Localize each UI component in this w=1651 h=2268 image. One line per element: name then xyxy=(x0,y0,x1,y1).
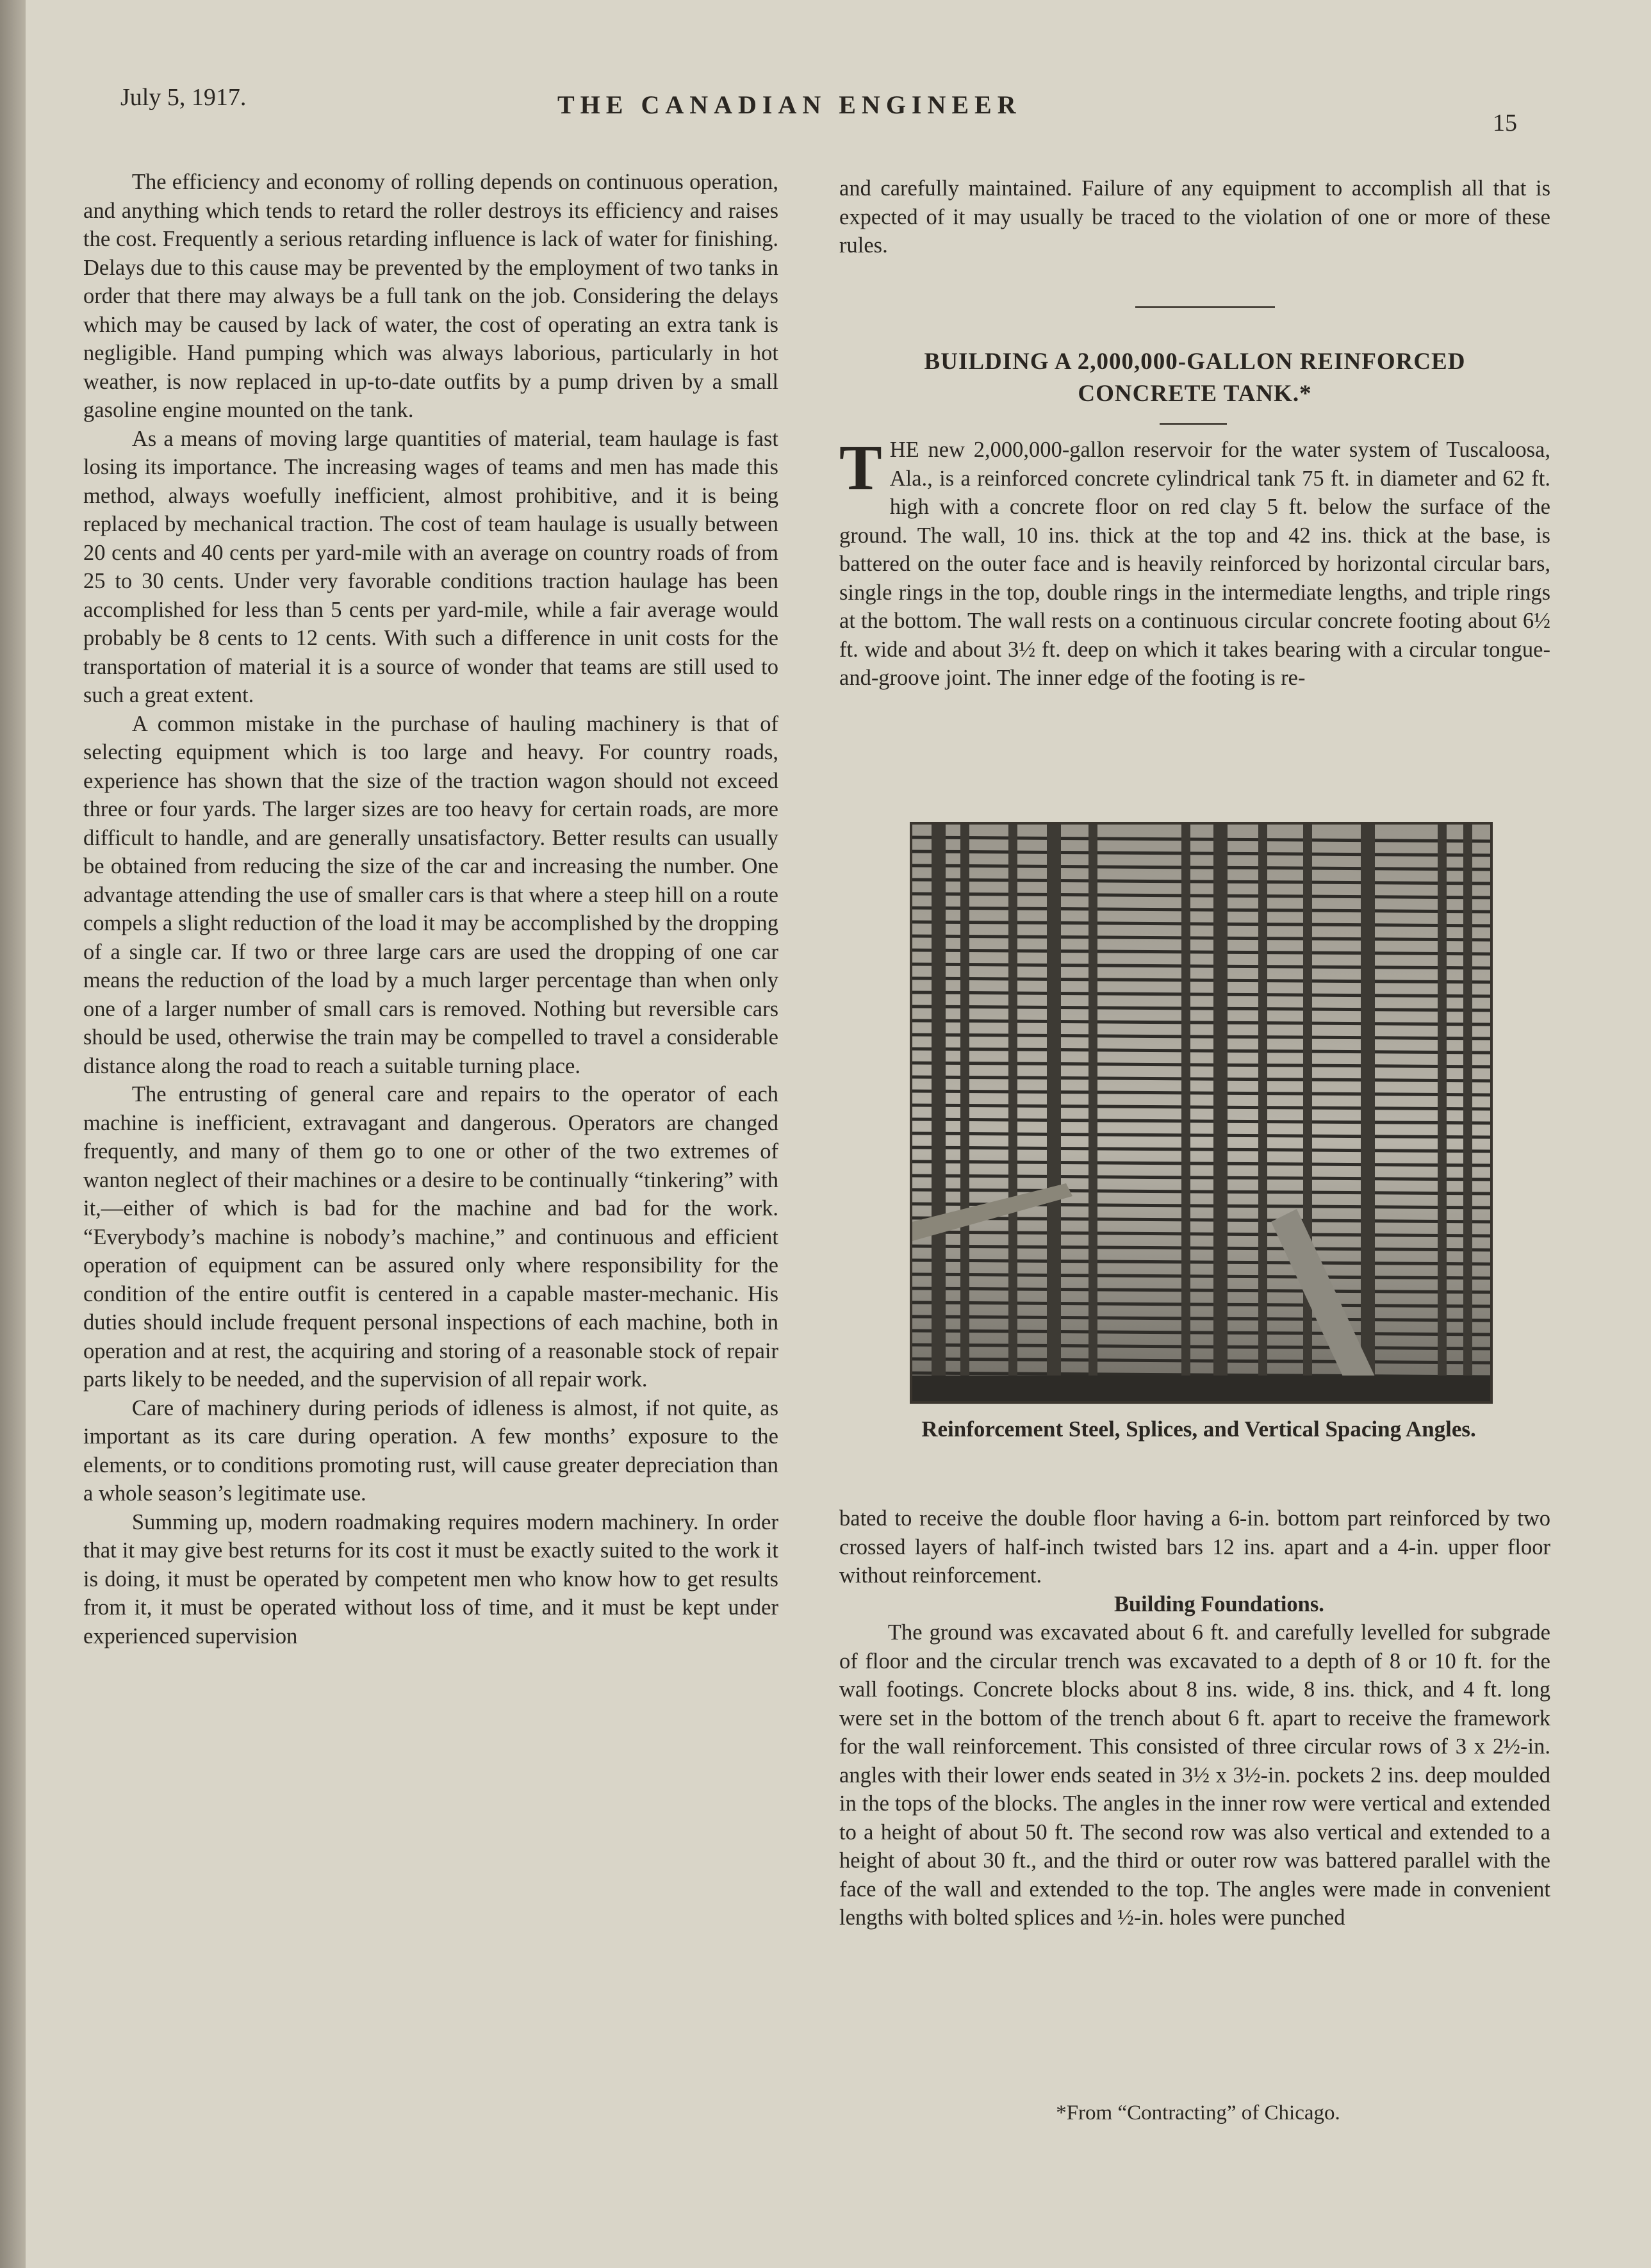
paragraph: The efficiency and economy of rolling depends on continuous operation, and anything which tends to retard the roller destroys its efficiency and raises the cost. Frequently a serious retarding influence is lack of water for finishing. Delays due to this cause may be prevented by the employment of two tanks in order that there may always be a full tank on the job. Considering the delays which may be caused by lack of water, the cost of operating an extra tank is negligible. Hand pumping which was always laborious, particularly in hot weather, is now replaced in up-to-date outfits by a pump driven by a small gasoline engine mounted on the tank. xyxy=(83,170,778,422)
paragraph: As a means of moving large quantities of material, team haulage is fast losing its importance. The increasing wages of teams and men has made this method, always woefully inefficient, almost prohibitive, and it is being replaced by mechanical traction. The cost of team haulage is usually between 20 cents and 40 cents per yard-mile with an average on country roads of from 25 to 30 cents. Under very favorable conditions traction haulage has been accomplished for less than 5 cents per yard-mile, while a fair average would probably be 8 cents to 12 cents. With such a difference in unit costs for the transportation of material it is a source of wonder that teams are still used to such a great extent. xyxy=(83,426,778,707)
paragraph: The ground was excavated about 6 ft. and carefully levelled for subgrade of floor and the circular trench was excavated to a depth of 8 or 10 ft. for the wall footings. Concrete blocks about 8 ins. wide, 8 ins. thick, and 4 ft. long were set in the bottom of the trench about 6 ft. apart to receive the framework for the wall reinforcement. This consisted of three circular rows of 3 x 2½-in. angles with their lower ends seated in 3½ x 3½-in. pockets 2 ins. deep moulded in the tops of the blocks. The angles in the inner row were vertical and extended to a height of about 50 ft. The second row was also vertical and extended to a height of about 30 ft., and the third or outer row was battered parallel with the face of the wall and extended to the top. The angles were made in convenient lengths with bolted splices and ½-in. holes were punched xyxy=(839,1620,1550,1930)
right-column-body xyxy=(839,1504,1550,1932)
vertical-angle xyxy=(1047,825,1061,1382)
article-intro xyxy=(839,432,1550,693)
page-number: 15 xyxy=(1493,110,1517,136)
paragraph: A common mistake in the purchase of hauling machinery is that of selecting equipment which is too large and heavy. For country roads, experience has shown that the size of the traction wagon should not exceed three or four yards. The larger sizes are too heavy for certain roads, are more difficult to handle, and are generally unsatisfactory. Better results can usually be obtained from reducing the size of the car and increasing the number. One advantage attending the use of smaller cars is that where a steep hill on a route compels a slight reduction of the load it may be accomplished by the dropping of a single car. If two or three large cars are used the dropping of one car means the reduction of the load by a much larger percentage than when only one of a larger number of small cars is removed. Nothing but reversible cars should be used, otherwise the train may be compelled to travel a considerable distance along the road to reach a suitable turning place. xyxy=(83,711,778,1078)
vertical-angle xyxy=(1438,825,1447,1382)
vertical-angle xyxy=(932,825,946,1382)
vertical-angle xyxy=(1181,825,1190,1382)
intro-text: HE new 2,000,000-gallon reservoir for the water system of Tuscaloosa, Ala., is a reinforced concrete cylindrical tank 75 ft. in diameter and 62 ft. high with a concrete floor on red clay 5 ft. below the surface of the ground. The wall, 10 ins. thick at the top and 42 ins. thick at the base, is battered on the outer face and is heavily reinforced by horizontal circular bars, single rings in the top, double rings in the intermediate lengths, and triple rings at the bottom. The wall rests on a continuous circular concrete footing about 6½ ft. wide and about 3½ ft. deep on which it takes bearing with a circular tongue-and-groove joint. The inner edge of the footing is re- xyxy=(839,438,1550,690)
section-divider xyxy=(1135,306,1275,308)
vertical-angle xyxy=(1213,825,1228,1382)
vertical-angle xyxy=(1008,825,1017,1382)
paragraph: bated to receive the double floor having a 6-in. bottom part reinforced by two crossed layers of half-inch twisted bars 12 ins. apart and a 4-in. upper floor without reinforcement. xyxy=(839,1506,1550,1588)
running-date: July 5, 1917. xyxy=(120,84,247,111)
binding-gutter xyxy=(0,0,26,2268)
paragraph: The entrusting of general care and repairs to the operator of each machine is inefficient, extravagant and dangerous. Operators are changed frequently, and many of them go to one or other of the two extremes of wanton neglect of their machines or a desire to be continually “tinkering” with it,—either of which is bad for the machine and bad for the work. “Everybody’s machine is nobody’s machine,” and continuous and efficient operation of equipment can be assured only where responsibility for the condition of the entire outfit is centered in a capable master-mechanic. His duties should include frequent personal inspections of each machine, both in operation and at rest, the acquiring and storing of a reasonable stock of repair parts likely to be needed, and the supervision of all repair work. xyxy=(83,1082,778,1392)
vertical-angle xyxy=(1463,825,1472,1382)
subheading: Building Foundations. xyxy=(1113,1591,1324,1616)
article-title: BUILDING A 2,000,000-GALLON REINFORCED CONCRETE TANK.* xyxy=(924,349,1466,407)
right-column-continuation xyxy=(839,174,1550,260)
drop-cap: T xyxy=(839,432,882,503)
vertical-angle xyxy=(1088,825,1097,1382)
paragraph: and carefully maintained. Failure of any equipment to accomplish all that is expected of it may usually be traced to the violation of one or more of these rules. xyxy=(839,176,1550,258)
title-divider xyxy=(1160,423,1227,425)
figure-caption: Reinforcement Steel, Splices, and Vertical Spacing Angles. xyxy=(921,1417,1476,1442)
paragraph: Care of machinery during periods of idleness is almost, if not quite, as important as its care during operation. A few months’ exposure to the elements, or to conditions promoting rust, will cause greater depreciation than a whole season’s legitimate use. xyxy=(83,1395,778,1506)
vertical-angle xyxy=(1258,825,1267,1382)
paragraph xyxy=(839,432,1550,693)
vertical-angle xyxy=(960,825,969,1382)
left-column xyxy=(83,168,778,1650)
running-title: THE CANADIAN ENGINEER xyxy=(557,90,1022,119)
paragraph: Summing up, modern roadmaking requires modern machinery. In order that it may give best returns for its cost it must be exactly suited to the work it is doing, it must be operated by competent men who know how to get results from it, it must be operated without loss of time, and it must be kept under experienced supervision xyxy=(83,1509,778,1648)
vertical-angle xyxy=(1361,825,1375,1382)
photograph-reinforcement-steel xyxy=(910,822,1493,1404)
footnote: *From “Contracting” of Chicago. xyxy=(1056,2101,1340,2124)
